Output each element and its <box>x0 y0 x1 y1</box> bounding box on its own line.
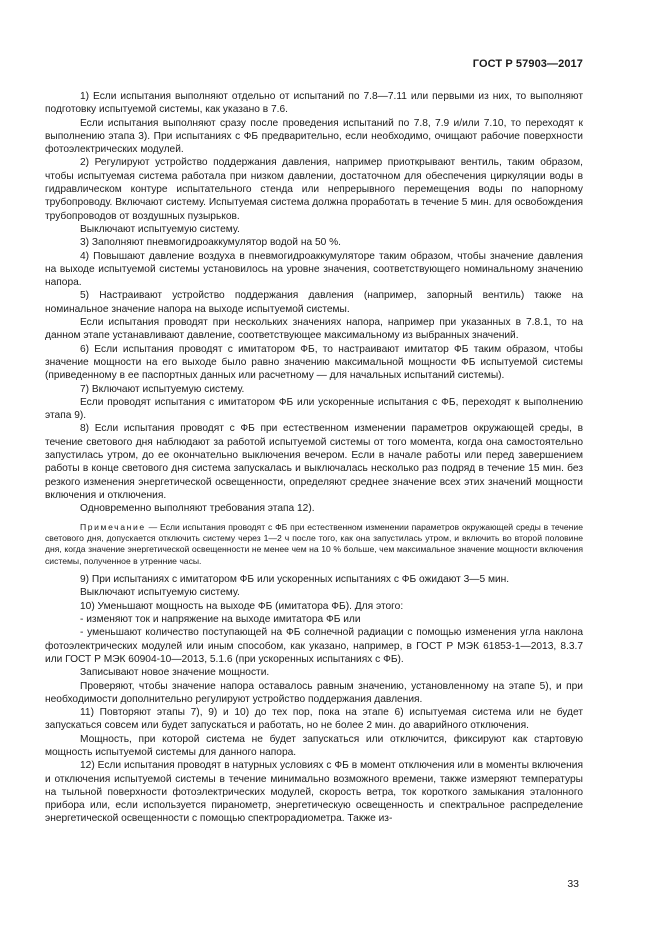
paragraph: 2) Регулируют устройство поддержания давления, например приоткрывают вентиль, таким образом, чтобы испытуемая система работала при низком давлении, достаточном для обеспечения циркуляции воды в гидравлическом контуре испытательного стенда или непрерывного перемещения воды по напорному трубопроводу. Включают систему. Испытуемая система должна проработать в течение 5 мин. для освобождения трубопроводов от воздушных пузырьков. <box>45 157 583 222</box>
paragraph: 8) Если испытания проводят с ФБ при естественном изменении параметров окружающей среды, в течение светового дня наблюдают за работой испытуемой системы от того момента, когда она самостоятельно запустилась утром, до ее окончательно выключения вечером. Если в начале работы или перед завершением работы в конце светового дня система запускалась и выключалась несколько раз подряд в течение 15 мин. без резкого изменения энергетической освещенности, определяют среднее значение всех этих значений мощности включения и отключения. <box>45 423 583 501</box>
paragraph: Выключают испытуемую систему. <box>80 223 240 235</box>
paragraph: 5) Настраивают устройство поддержания давления (например, запорный вентиль) также на номинальное значение напора на выходе испытуемой системы. <box>45 290 583 315</box>
paragraph: Мощность, при которой система не будет запускаться или отключится, фиксируют как стартовую мощность испытуемой системы для данного напора. <box>45 733 583 758</box>
list-item: - изменяют ток и напряжение на выходе имитатора ФБ или <box>80 614 361 626</box>
paragraph: 3) Заполняют пневмогидроаккумулятор водой на 50 %. <box>80 237 342 249</box>
paragraph: 12) Если испытания проводят в натурных условиях с ФБ в момент отключения или в моменты включения и отключения испытуемой системы в течение минимально возможного времени, также измеряют температуры на тыльной поверхности фотоэлектрических модулей, скорость ветра, ток короткого замыкания эталонного прибора или, если используется пиранометр, энергетическую освещенность и спектральное распределение энергетической освещенности с помощью спектрорадиометра. Также из- <box>45 760 583 825</box>
note-text: — Если испытания проводят с ФБ при естественном изменении параметров окружающей среды в течение светового дня, допускается отключить систему через 1—2 ч после того, как она запустилась утром, и включить во второй половине дня, когда значение энергетической освещенности не менее чем на 10 % больше, чем максимальное значение мощности включения системы, полученное в утренние часы. <box>45 521 583 566</box>
paragraph: Если проводят испытания с имитатором ФБ или ускоренные испытания с ФБ, переходят к выполнению этапа 9). <box>45 396 583 422</box>
paragraph: 4) Повышают давление воздуха в пневмогидроаккумуляторе таким образом, чтобы значение давления на выходе испытуемой системы установилось на уровне значения, соответствующего номинальному значению напора. <box>45 250 583 289</box>
paragraph: Если испытания выполняют сразу после проведения испытаний по 7.8, 7.9 и/или 7.10, то переходят к выполнению этапа 3). При испытаниях с ФБ предварительно, если необходимо, очищают рабочие поверхности фотоэлектрических модулей. <box>45 117 583 156</box>
paragraph: Записывают новое значение мощности. <box>80 667 270 679</box>
page-number: 33 <box>567 878 579 890</box>
paragraph: 10) Уменьшают мощность на выходе ФБ (имитатора ФБ). Для этого: <box>80 600 404 612</box>
paragraph: 7) Включают испытуемую систему. <box>80 383 245 395</box>
list-item: - уменьшают количество поступающей на ФБ солнечной радиации с помощью изменения угла наклона фотоэлектрических модулей или иным способом, как указано, например, в ГОСТ Р МЭК 61853-1—2013, 8.3.7 или ГОСТ Р МЭК 60904-10—2013, 5.1.6 (при ускоренных испытаниях с ФБ). <box>45 627 583 665</box>
note-label: Примечание <box>80 521 146 532</box>
paragraph: Выключают испытуемую систему. <box>80 587 240 599</box>
paragraph: 11) Повторяют этапы 7), 9) и 10) до тех пор, пока на этапе 6) испытуемая система или не будет запускаться совсем или будет запускаться и работать, но не более 2 мин. до аварийного отключения. <box>45 707 583 732</box>
paragraph: Проверяют, чтобы значение напора оставалось равным значению, установленному на этапе 5), и при необходимости дополнительно регулируют устройство поддержания давления. <box>45 680 583 705</box>
note <box>45 522 583 568</box>
document-code-header: ГОСТ Р 57903—2017 <box>472 58 583 70</box>
paragraph: 6) Если испытания проводят с имитатором ФБ, то настраивают имитатор ФБ таким образом, чтобы значение мощности на его выходе было равно значению максимальной мощности ФБ испытуемой системы (приведенному в ее паспортных данных или расчетному — для начальных испытаний системы). <box>45 343 583 382</box>
paragraph: Если испытания проводят при нескольких значениях напора, например при указанных в 7.8.1, то на данном этапе устанавливают давление, соответствующее максимальному из выбранных значений. <box>45 317 583 342</box>
paragraph: 9) При испытаниях с имитатором ФБ или ускоренных испытаниях с ФБ ожидают 3—5 мин. <box>80 574 510 586</box>
paragraph: Одновременно выполняют требования этапа 12). <box>80 503 315 515</box>
paragraph: 1) Если испытания выполняют отдельно от испытаний по 7.8—7.11 или первыми из них, то выполняют подготовку испытуемой системы, как указано в 7.6. <box>45 91 583 116</box>
document-body <box>45 90 583 826</box>
